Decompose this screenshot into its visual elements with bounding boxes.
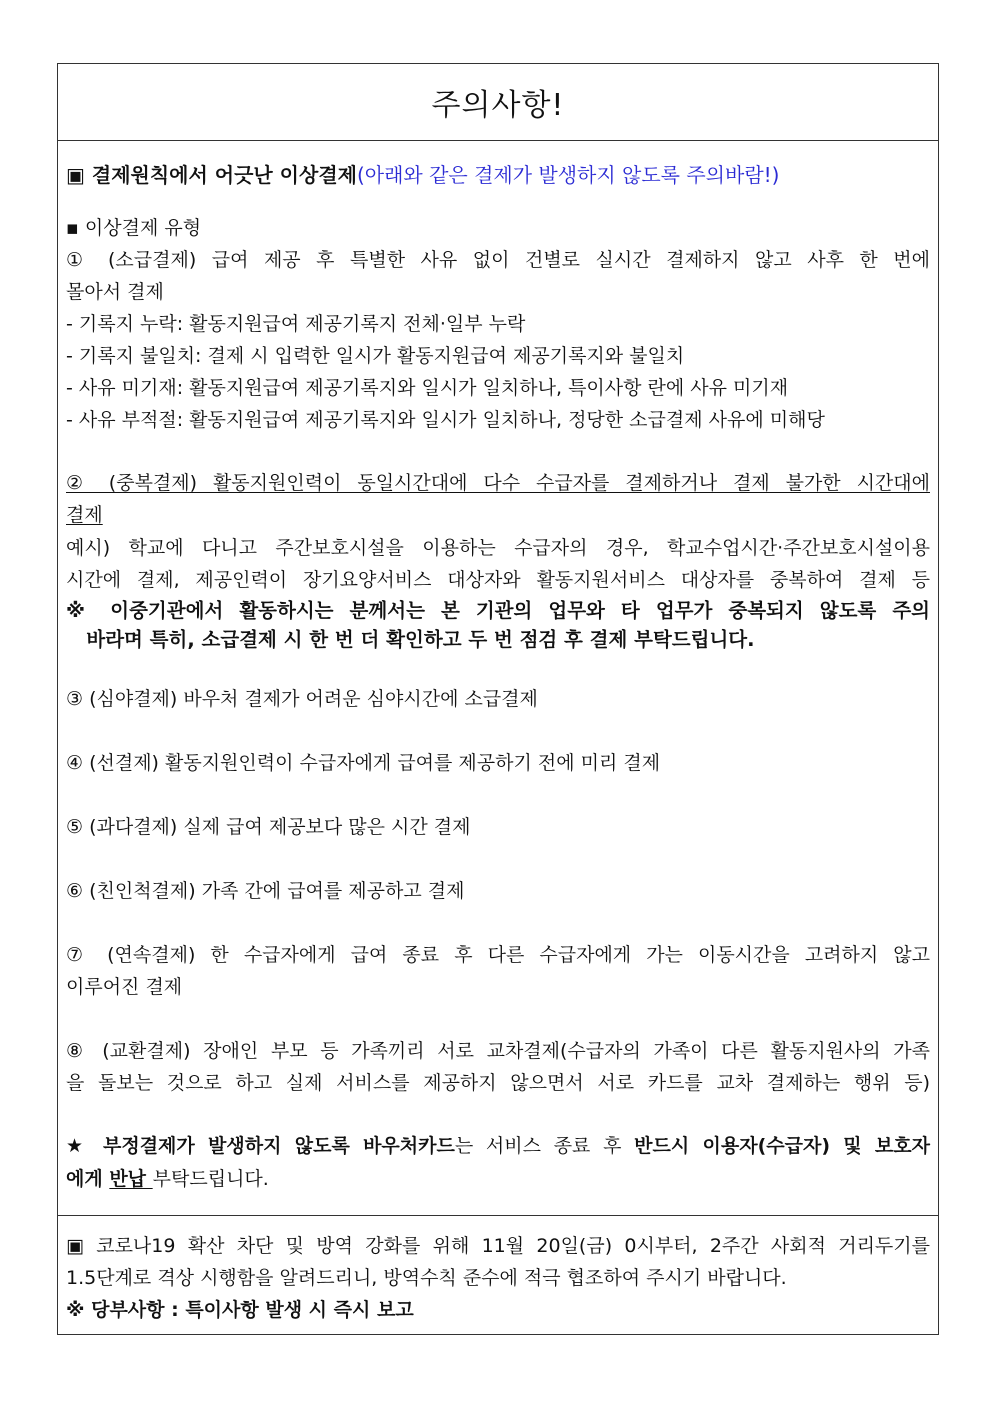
star-notice-line2 <box>66 1165 930 1193</box>
section-heading-note: (아래와 같은 결제가 발생하지 않도록 주의바람!) <box>356 163 780 187</box>
abnormal-payment-section <box>58 141 938 1216</box>
item2-example2: 시간에 결제, 제공인력이 장기요양서비스 대상자와 활동지원서비스 대상자를 중복하여 결제 등 <box>66 569 930 591</box>
star-notice-part-b: 는 서비스 종료 후 <box>454 1135 635 1157</box>
item6: ⑥ (친인척결제) 가족 간에 급여를 제공하고 결제 <box>66 880 465 902</box>
item1-sub4: - 사유 부적절: 활동지원급여 제공기록지와 일시가 일치하나, 정당한 소급결제 사유에 미해당 <box>66 409 825 431</box>
star-notice-part-d: 에게 <box>66 1168 110 1190</box>
item1-sub2: - 기록지 불일치: 결제 시 입력한 일시가 활동지원급여 제공기록지와 불일치 <box>66 345 685 367</box>
item5: ⑤ (과다결제) 실제 급여 제공보다 많은 시간 결제 <box>66 816 471 838</box>
section-marker: ▣ <box>66 163 85 187</box>
item3: ③ (심야결제) 바우처 결제가 어려운 심야시간에 소급결제 <box>66 688 538 710</box>
star-notice-part-a: ★ 부정결제가 발생하지 않도록 바우처카드 <box>66 1135 455 1157</box>
notice-box <box>57 63 939 1335</box>
star-notice-part-f: 부탁드립니다. <box>152 1168 269 1190</box>
item2-warning1: ※ 이중기관에서 활동하시는 분께서는 본 기관의 업무와 타 업무가 중복되지 않도록 주의 <box>66 599 930 622</box>
item8-line1: ⑧ (교환결제) 장애인 부모 등 가족끼리 서로 교차결제(수급자의 가족이 다른 활동지원사의 가족 <box>66 1040 930 1062</box>
section-heading <box>66 161 930 189</box>
item1-line2: 몰아서 결제 <box>66 281 164 303</box>
star-notice-part-c: 반드시 이용자(수급자) 및 보호자 <box>634 1135 930 1157</box>
section-heading-text: 결제원칙에서 어긋난 이상결제 <box>91 163 357 187</box>
item4: ④ (선결제) 활동지원인력이 수급자에게 급여를 제공하기 전에 미리 결제 <box>66 752 661 774</box>
item8-line2: 을 돌보는 것으로 하고 실제 서비스를 제공하지 않으면서 서로 카드를 교차 결제하는 행위 등) <box>66 1072 930 1094</box>
types-label: ▪ 이상결제 유형 <box>66 217 202 239</box>
item7-line2: 이루어진 결제 <box>66 976 183 998</box>
covid-notice <box>58 1216 938 1336</box>
item2-warning2: 바라며 특히, 소급결제 시 한 번 더 확인하고 두 번 점검 후 결제 부탁드립니다. <box>66 628 755 651</box>
item2-line1: ② (중복결제) 활동지원인력이 동일시간대에 다수 수급자를 결제하거나 결제 불가한 시간대에 <box>66 472 930 494</box>
item2-example1: 예시) 학교에 다니고 주간보호시설을 이용하는 수급자의 경우, 학교수업시간·주간보호시설이용 <box>66 537 930 559</box>
request-line: ※ 당부사항 : 특이사항 발생 시 즉시 보고 <box>66 1299 414 1321</box>
item1-sub1: - 기록지 누락: 활동지원급여 제공기록지 전체·일부 누락 <box>66 313 526 335</box>
covid-line1: ▣ 코로나19 확산 차단 및 방역 강화를 위해 11월 20일(금) 0시부터, 2주간 사회적 거리두기를 <box>66 1235 930 1257</box>
title-row <box>58 64 938 141</box>
item1-sub3: - 사유 미기재: 활동지원급여 제공기록지와 일시가 일치하나, 특이사항 란에 사유 미기재 <box>66 377 789 399</box>
star-notice-part-e: 반납 <box>109 1168 153 1190</box>
page-title: 주의사항! <box>431 88 565 123</box>
item7-line1: ⑦ (연속결제) 한 수급자에게 급여 종료 후 다른 수급자에게 가는 이동시간을 고려하지 않고 <box>66 944 930 966</box>
covid-line2: 1.5단계로 격상 시행함을 알려드리니, 방역수칙 준수에 적극 협조하여 주시기 바랍니다. <box>66 1267 787 1289</box>
item1-line1: ① (소급결제) 급여 제공 후 특별한 사유 없이 건별로 실시간 결제하지 않고 사후 한 번에 <box>66 249 930 271</box>
star-notice-line1 <box>66 1132 930 1160</box>
item2-line2: 결제 <box>66 504 103 526</box>
